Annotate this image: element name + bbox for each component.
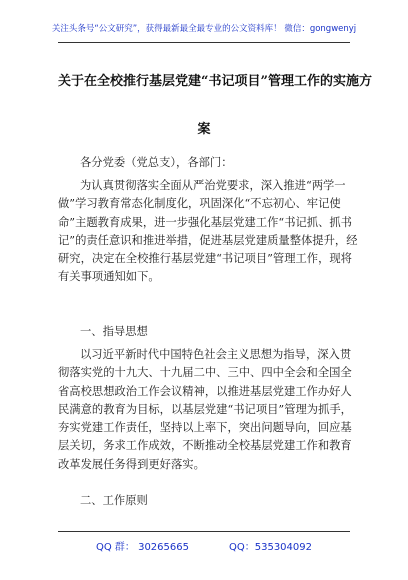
footer-qq: QQ：535304092 [228,542,312,553]
section-body-1: 以习近平新时代中国特色社会主义思想为指导，深入贯彻落实党的十九大、十九届二中、三中、四中全会和全国全省高校思想政治工作会议精神，以推进基层党建工作办好人民满意的教育为目标，以基层党建“书记项目”管理为抓手，夯实党建工作责任，坚持以上率下，突出问题导向，回应基层关切，务求工作成效，不断推动全校基层党建工作和教育改革发展任务得到更好落实。 [58,348,352,471]
header-banner: 关注头条号“公文研究”，获得最新最全最专业的公文资料库！ 微信：gongwenyj [51,24,357,34]
footer-divider [58,531,350,532]
salutation: 各分党委（党总支），各部门： [80,156,233,169]
document-title-line2: 案 [197,122,211,137]
footer-contact [0,538,408,553]
header-divider [58,42,350,43]
footer-qq-group: QQ 群： 30265665 [95,542,189,553]
intro-paragraph: 为认真贯彻落实全面从严治党要求，深入推进“两学一做”学习教育常态化制度化，巩固深化“不忘初心、牢记使命”主题教育成果，进一步强化基层党建工作“书记抓、抓书记”的责任意识和推进举措，促进基层党建质量整体提升，经研究，决定在全校推行基层党建“书记项目”管理工作，现将有关事项通知如下。 [58,179,358,284]
document-title-line1: 关于在全校推行基层党建“书记项目”管理工作的实施方 [58,74,372,89]
section-heading-1: 一、指导思想 [80,325,148,338]
section-heading-2: 二、工作原则 [80,494,148,507]
